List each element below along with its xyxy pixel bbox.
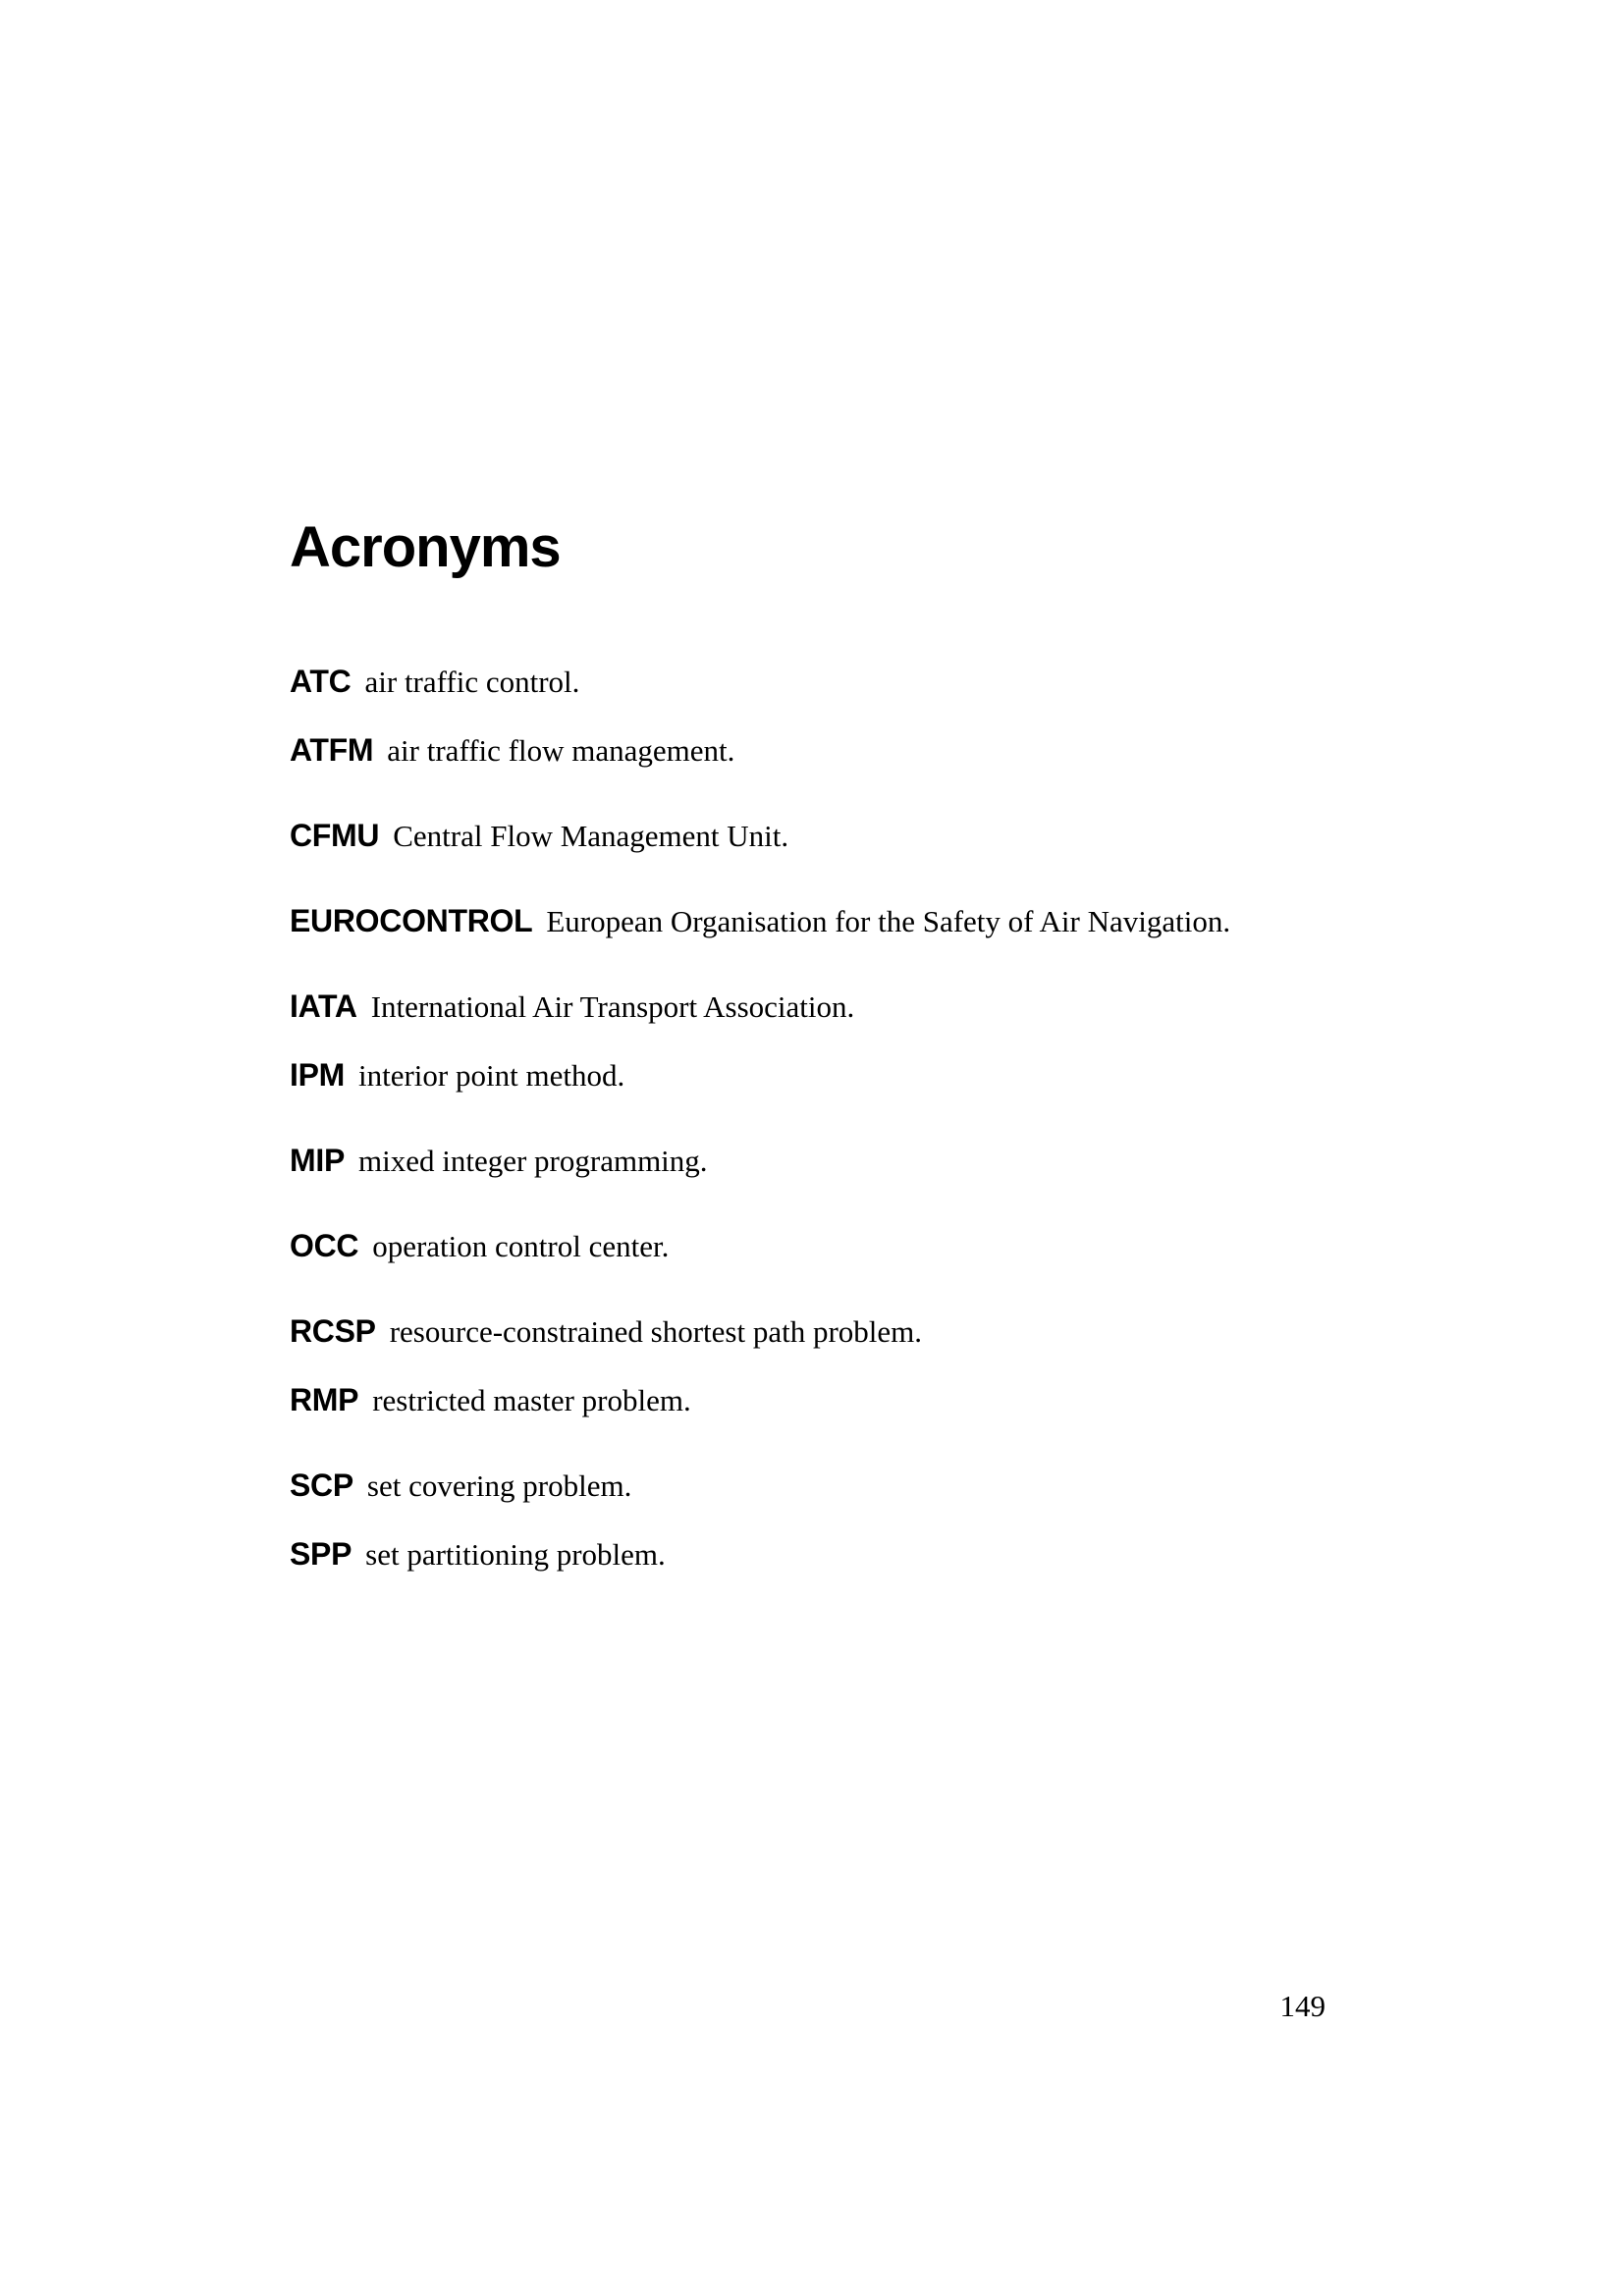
acronym-list <box>290 662 1339 1575</box>
acronym-label: SCP <box>290 1468 353 1503</box>
acronym-label: EUROCONTROL <box>290 903 533 938</box>
acronym-definition: interior point method. <box>358 1058 625 1093</box>
acronym-entry <box>290 1380 1339 1420</box>
acronym-label: SPP <box>290 1536 352 1572</box>
acronym-definition: mixed integer programming. <box>358 1144 708 1178</box>
acronym-entry <box>290 901 1339 941</box>
acronym-label: ATC <box>290 664 352 699</box>
acronym-entry <box>290 662 1339 702</box>
acronym-definition: air traffic control. <box>364 665 580 699</box>
acronym-label: RCSP <box>290 1313 376 1349</box>
page-number: 149 <box>1279 1989 1326 2023</box>
acronym-definition: air traffic flow management. <box>387 733 735 768</box>
acronym-definition: operation control center. <box>372 1229 670 1263</box>
page-title: Acronyms <box>290 515 561 579</box>
acronym-label: IPM <box>290 1057 345 1093</box>
acronym-entry <box>290 1141 1339 1181</box>
acronym-label: MIP <box>290 1143 345 1178</box>
acronym-entry <box>290 1311 1339 1352</box>
acronym-definition: International Air Transport Association. <box>370 989 855 1024</box>
acronym-definition: set partitioning problem. <box>365 1537 666 1572</box>
acronym-entry <box>290 1534 1339 1575</box>
acronym-label: ATFM <box>290 732 374 768</box>
acronym-definition: Central Flow Management Unit. <box>393 819 789 853</box>
acronym-entry <box>290 816 1339 856</box>
acronym-entry <box>290 1466 1339 1506</box>
acronym-definition: set covering problem. <box>366 1468 632 1503</box>
acronym-entry <box>290 1055 1339 1095</box>
acronym-label: CFMU <box>290 818 380 853</box>
acronym-label: IATA <box>290 988 357 1024</box>
acronym-definition: resource-constrained shortest path problem. <box>389 1314 923 1349</box>
acronym-entry <box>290 730 1339 771</box>
acronym-entry <box>290 987 1339 1027</box>
acronym-definition: European Organisation for the Safety of Air Navigation. <box>546 904 1231 938</box>
acronym-entry <box>290 1226 1339 1266</box>
acronym-label: RMP <box>290 1382 359 1417</box>
acronym-label: OCC <box>290 1228 359 1263</box>
acronym-definition: restricted master problem. <box>372 1383 691 1417</box>
